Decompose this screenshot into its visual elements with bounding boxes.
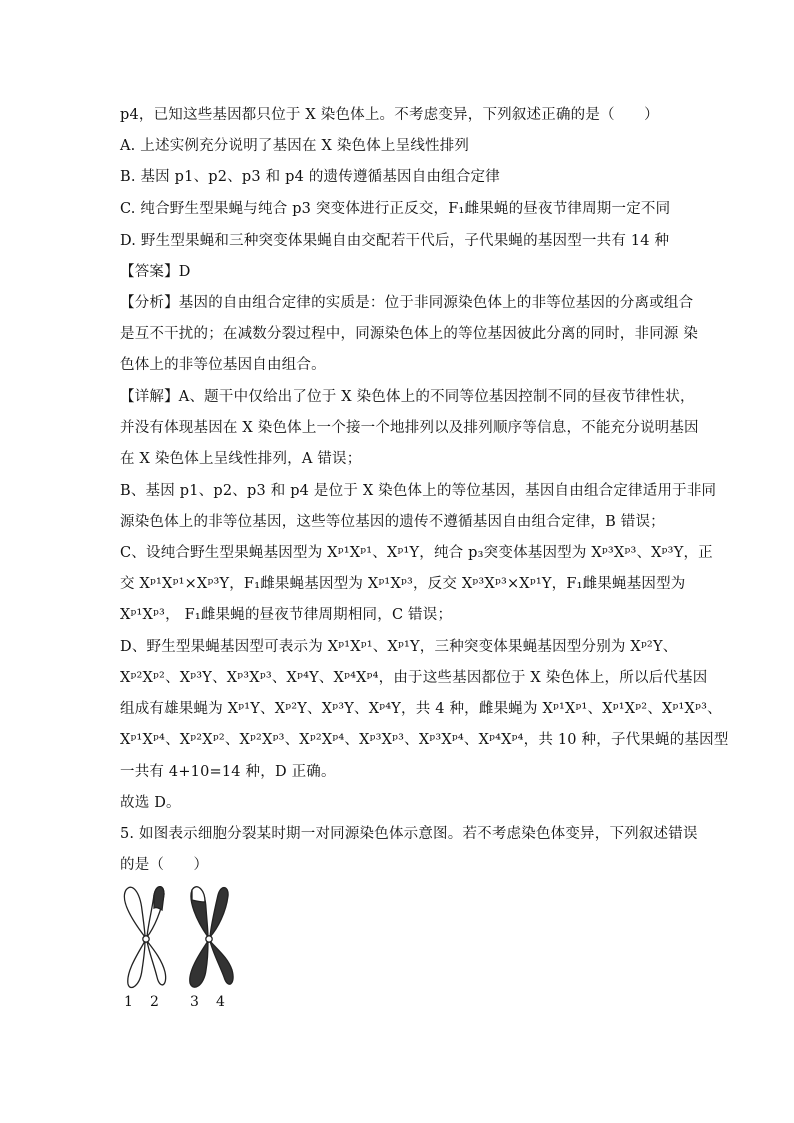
analysis-line-2: 是互不干扰的；在减数分裂过程中，同源染色体上的等位基因彼此分离的同时，非同源 染 <box>120 326 699 342</box>
chromatid-4-upper <box>210 888 228 937</box>
text-line-0: p4，已知这些基因都只位于 X 染色体上。不考虑变异，下列叙述正确的是（ ） <box>120 107 659 123</box>
chromatid-1-upper <box>124 887 145 937</box>
centromere-right <box>206 936 212 942</box>
chromosome-dark <box>190 887 233 987</box>
option-b: B. 基因 p1、p2、p3 和 p4 的遗传遵循基因自由组合定律 <box>120 169 500 185</box>
analysis-line-3: 色体上的非等位基因自由组合。 <box>120 357 326 373</box>
detail-line-9: D、野生型果蝇基因型可表示为 Xᵖ¹Xᵖ¹、Xᵖ¹Y，三种突变体果蝇基因型分别为 Xᵖ²Y、 <box>120 639 678 655</box>
chromosome-white <box>124 887 165 988</box>
chromatid-3-lower <box>190 941 208 987</box>
conclusion: 故选 D。 <box>120 795 181 811</box>
detail-line-12: Xᵖ¹Xᵖ⁴、Xᵖ²Xᵖ²、Xᵖ²Xᵖ³、Xᵖ²Xᵖ⁴、Xᵖ³Xᵖ³、Xᵖ³Xᵖ⁴、Xᵖ⁴Xᵖ⁴，共 10 种，子代果蝇的基因型 <box>120 732 729 748</box>
detail-line-6: C、设纯合野生型果蝇基因型为 Xᵖ¹Xᵖ¹、Xᵖ¹Y，纯合 p₃突变体基因型为 Xᵖ³Xᵖ³、Xᵖ³Y，正 <box>120 545 713 561</box>
detail-line-5: 源染色体上的非等位基因，这些等位基因的遗传不遵循基因自由组合定律，B 错误； <box>120 514 665 530</box>
option-d: D. 野生型果蝇和三种突变体果蝇自由交配若干代后，子代果蝇的基因型一共有 14 种 <box>120 233 670 249</box>
chromatid-3-tip <box>192 887 205 902</box>
chromosome-figure <box>112 880 252 990</box>
question-5-line-1: 5. 如图表示细胞分裂某时期一对同源染色体示意图。若不考虑染色体变异，下列叙述错误 <box>120 826 698 842</box>
label-4: 4 <box>216 994 225 1010</box>
detail-line-1: 【详解】A、题干中仅给出了位于 X 染色体上的不同等位基因控制不同的昼夜节律性状， <box>120 389 695 405</box>
detail-line-8: Xᵖ¹Xᵖ³， F₁雌果蝇的昼夜节律周期相同，C 错误； <box>120 607 453 623</box>
label-2: 2 <box>150 994 159 1010</box>
option-c: C. 纯合野生型果蝇与纯合 p3 突变体进行正反交，F₁雌果蝇的昼夜节律周期一定不同 <box>120 201 671 217</box>
detail-line-13: 一共有 4+10=14 种，D 正确。 <box>120 764 336 780</box>
detail-line-2: 并没有体现基因在 X 染色体上一个接一个地排列以及排列顺序等信息，不能充分说明基因 <box>120 420 699 436</box>
option-a: A. 上述实例充分说明了基因在 X 染色体上呈线性排列 <box>120 138 470 154</box>
chromatid-4-lower <box>210 941 233 984</box>
answer: 【答案】D <box>120 264 191 280</box>
centromere-left <box>143 936 149 942</box>
analysis-line-1: 【分析】基因的自由组合定律的实质是：位于非同源染色体上的非等位基因的分离或组合 <box>120 295 694 311</box>
detail-line-7: 交 Xᵖ¹Xᵖ¹×Xᵖ³Y，F₁雌果蝇基因型为 Xᵖ¹Xᵖ³，反交 Xᵖ³Xᵖ³×Xᵖ¹Y，F₁雌果蝇基因型为 <box>120 576 686 592</box>
detail-line-11: 组成有雄果蝇为 Xᵖ¹Y、Xᵖ²Y、Xᵖ³Y、Xᵖ⁴Y，共 4 种，雌果蝇为 Xᵖ¹Xᵖ¹、Xᵖ¹Xᵖ²、Xᵖ¹Xᵖ³、 <box>120 701 722 717</box>
detail-line-3: 在 X 染色体上呈线性排列，A 错误； <box>120 451 362 467</box>
chromatid-2-tip <box>154 887 164 910</box>
question-5-line-2: 的是（ ） <box>120 857 209 873</box>
label-3: 3 <box>190 994 199 1010</box>
detail-line-10: Xᵖ²Xᵖ²、Xᵖ³Y、Xᵖ³Xᵖ³、Xᵖ⁴Y、Xᵖ⁴Xᵖ⁴，由于这些基因都位于 X 染色体上，所以后代基因 <box>120 670 708 686</box>
detail-line-4: B、基因 p1、p2、p3 和 p4 是位于 X 染色体上的等位基因，基因自由组合定律适用于非同 <box>120 483 717 499</box>
label-1: 1 <box>124 994 133 1010</box>
chromatid-1-lower <box>128 941 145 988</box>
chromatid-2-lower <box>147 941 166 985</box>
